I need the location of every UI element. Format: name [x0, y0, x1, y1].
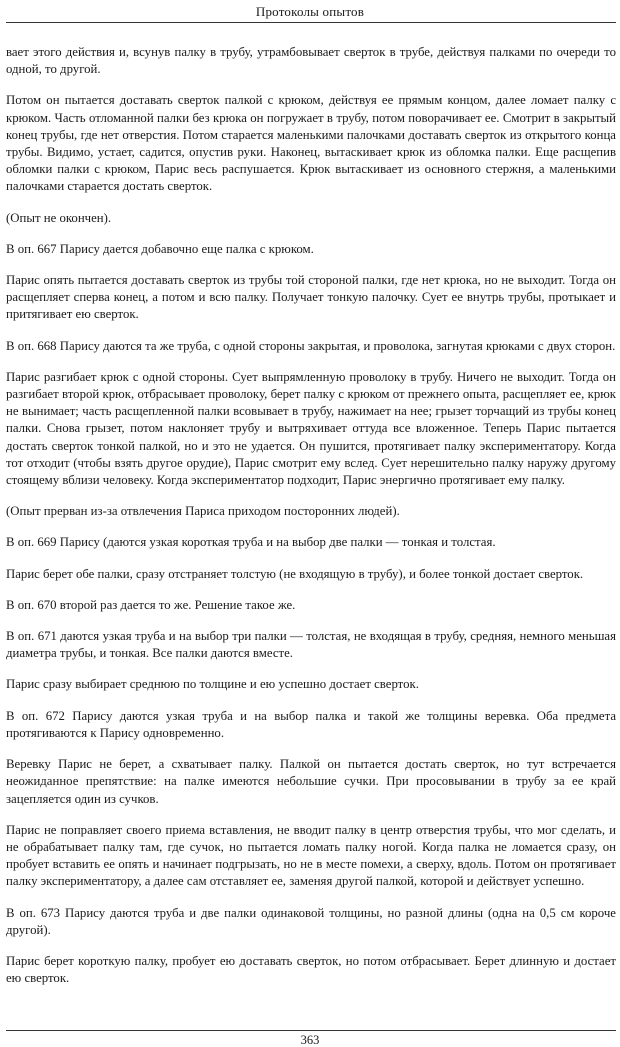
paragraph: Парис не поправляет своего приема вставления, не вводит палку в центр отверстия трубы, что мог сделать, и не обрабатывает палку там, где сучок, но пытается ломать палку ногой. Когда палка не ломается сразу, он пробует вставить ее опять и начинает подгрызать, но не в месте помехи, а сверху, вдоль. Потом он протягивает палку экспериментатору, а далее сам отставляет ее, заменяя другой палкой, которой и действует успешно.	[6, 822, 616, 889]
paragraph: В оп. 667 Парису дается добавочно еще палка с крюком.	[6, 241, 314, 256]
paragraph: Потом он пытается доставать сверток палкой с крюком, действуя ее прямым концом, далее ломает палку с крюком. Часть отломанной палки без крюка он погружает в трубу, потом поворачивает ее. Смотрит в закрытый конец трубы, где нет отверстия. Потом старается маленькими палочками доставать сверток из открытого конца трубы. Видимо, устает, садится, опустив руки. Наконец, вытаскивает крюк из обломка палки. Еще расщепив обломки палки с крюком, Парис весь распушается. Крюк вытаскивает из основного стержня, а маленькими палочками старается достать сверток.	[6, 93, 616, 194]
running-head: Протоколы опытов	[255, 4, 365, 19]
body-text	[6, 44, 616, 987]
paragraph: Парис разгибает крюк с одной стороны. Сует выпрямленную проволоку в трубу. Ничего не выходит. Тогда он разгибает второй крюк, отбрасывает проволоку, берет палку с крюком от прежнего опыта, расщепляет ее, крюк не вынимает; часть расщепленной палки всовывает в трубу, нажимает на нее; грызет торчащий из трубы конец палки. Снова грызет, потом наклоняет трубу и вытряхивает оттуда все вложенное. Теперь Парис пытается достать сверток тонкой палкой, но и это не удается. Он пушится, протягивает палку экспериментатору. Когда тот отходит (чтобы взять другое орудие), Парис смотрит ему вслед. Сует нерешительно палку наружу другому стоящему вблизи человеку. Когда экспериментатор подходит, Парис энергично протягивает ему палку.	[6, 369, 616, 488]
paragraph: В оп. 671 даются узкая труба и на выбор три палки — толстая, не входящая в трубу, средняя, немного меньшая диаметра трубы, и тонкая. Все палки даются вместе.	[6, 629, 616, 661]
paragraph: Парис опять пытается доставать сверток из трубы той стороной палки, где нет крюка, но не выходит. Тогда он расщепляет сперва конец, а потом и всю палку. Получает тонкую палочку. Сует ее внутрь трубы, протыкает и притягивает ею сверток.	[6, 273, 616, 322]
paragraph: Веревку Парис не берет, а схватывает палку. Палкой он пытается достать сверток, но тут встречается неожиданное препятствие: на палке имеются небольшие сучки. При просовывании в трубу за ее край зацепляется один из сучков.	[6, 757, 616, 806]
paragraph: вает этого действия и, всунув палку в трубу, утрамбовывает сверток в трубе, действуя палками по очереди то одной, то другой.	[6, 45, 616, 77]
paragraph: Парис берет короткую палку, пробует ею доставать сверток, но потом отбрасывает. Берет длинную и достает ею сверток.	[6, 953, 616, 986]
paragraph: В оп. 668 Парису даются та же труба, с одной стороны закрытая, и проволока, загнутая крюками с двух сторон.	[6, 338, 616, 353]
paragraph: В оп. 670 второй раз дается то же. Решение такое же.	[6, 597, 296, 612]
paragraph: (Опыт не окончен).	[6, 210, 112, 225]
paragraph: Парис сразу выбирает среднюю по толщине и ею успешно достает сверток.	[6, 677, 419, 692]
paragraph: Парис берет обе палки, сразу отстраняет толстую (не входящую в трубу), и более тонкой достает сверток.	[6, 566, 584, 581]
paragraph: В оп. 669 Парису (даются узкая короткая труба и на выбор две палки — тонкая и толстая.	[6, 535, 496, 550]
header-rule	[6, 22, 616, 23]
page-number: 363	[300, 1033, 320, 1047]
paragraph: (Опыт прерван из-за отвлечения Париса приходом посторонних людей).	[6, 504, 400, 519]
footer-rule	[6, 1030, 616, 1031]
paragraph: В оп. 673 Парису даются труба и две палки одинаковой толщины, но разной длины (одна на 0,5 см короче другой).	[6, 905, 616, 937]
paragraph: В оп. 672 Парису даются узкая труба и на выбор палка и такой же толщины веревка. Оба предмета протягиваются к Парису одновременно.	[6, 708, 616, 740]
